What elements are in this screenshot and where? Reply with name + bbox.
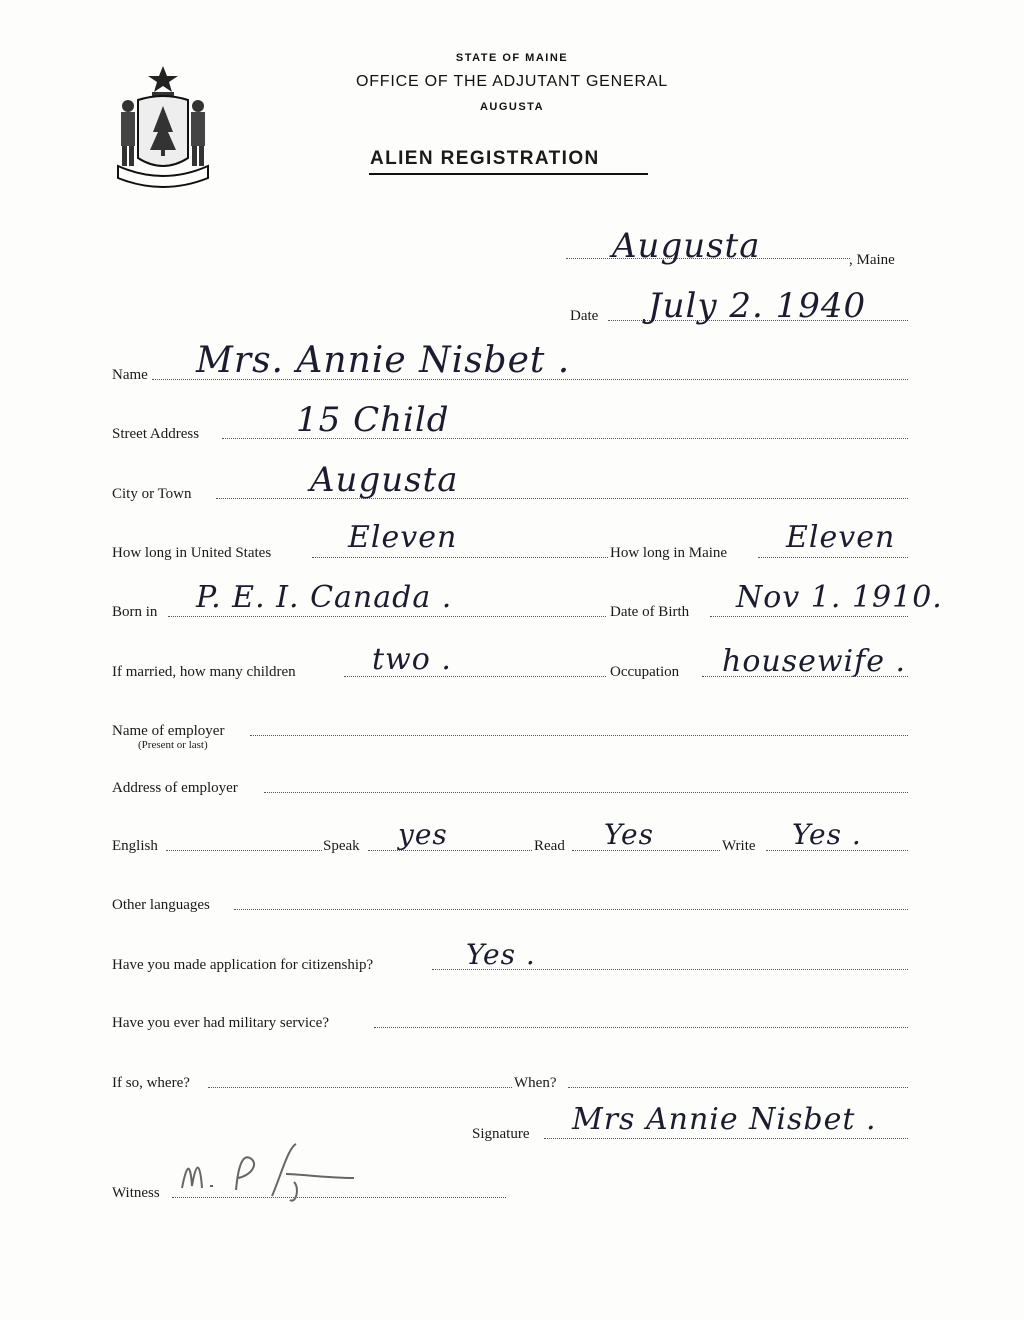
town-value: Augusta — [612, 226, 761, 266]
date-of-birth-label: Date of Birth — [610, 604, 690, 620]
witness-signature — [176, 1138, 366, 1208]
born-in-value: P. E. I. Canada . — [196, 580, 453, 615]
date-value: July 2. 1940 — [648, 286, 867, 326]
read-value: Yes — [604, 818, 654, 851]
how-long-maine-value: Eleven — [786, 520, 896, 555]
name-value: Mrs. Annie Nisbet . — [196, 340, 571, 381]
employer-name-note: (Present or last) — [138, 739, 208, 751]
occupation-value: housewife . — [722, 644, 907, 679]
write-label: Write — [722, 838, 756, 854]
other-languages-label: Other languages — [112, 897, 210, 913]
employer-address-line — [264, 792, 908, 793]
maine-label: , Maine — [849, 252, 895, 268]
occupation-label: Occupation — [610, 664, 680, 680]
citizenship-value: Yes . — [466, 938, 536, 971]
witness-label: Witness — [112, 1185, 160, 1201]
speak-label: Speak — [323, 838, 360, 854]
street-address-value: 15 Child — [296, 400, 450, 440]
english-line — [166, 850, 322, 851]
employer-address-label: Address of employer — [112, 780, 238, 796]
when-label: When? — [514, 1075, 557, 1091]
born-in-label: Born in — [112, 604, 158, 620]
how-long-us-label: How long in United States — [112, 545, 272, 561]
speak-line — [368, 850, 532, 851]
military-label: Have you ever had military service? — [112, 1015, 329, 1031]
header-state: STATE OF MAINE — [455, 52, 569, 64]
street-address-label: Street Address — [112, 426, 200, 442]
how-long-maine-label: How long in Maine — [610, 545, 728, 561]
how-long-maine-line — [758, 557, 908, 558]
name-label: Name — [112, 367, 148, 383]
speak-value: yes — [398, 818, 448, 851]
children-label: If married, how many children — [112, 664, 296, 680]
where-line — [208, 1087, 512, 1088]
english-label: English — [112, 838, 158, 854]
signature-line — [544, 1138, 908, 1139]
born-in-line — [168, 616, 606, 617]
where-label: If so, where? — [112, 1075, 190, 1091]
other-languages-line — [234, 909, 908, 910]
date-label: Date — [570, 308, 599, 324]
employer-name-line — [250, 735, 908, 736]
read-label: Read — [534, 838, 565, 854]
title-underline — [369, 173, 648, 175]
date-of-birth-line — [710, 616, 908, 617]
how-long-us-line — [312, 557, 608, 558]
date-of-birth-value: Nov 1. 1910. — [736, 580, 943, 615]
form-title: ALIEN REGISTRATION — [370, 148, 600, 169]
employer-name-label: Name of employer — [112, 723, 225, 739]
signature-label: Signature — [472, 1126, 530, 1142]
citizenship-label: Have you made application for citizenship? — [112, 957, 374, 973]
military-line — [374, 1027, 908, 1028]
header-office: OFFICE OF THE ADJUTANT GENERAL — [355, 73, 669, 90]
how-long-us-value: Eleven — [348, 520, 458, 555]
write-value: Yes . — [792, 818, 862, 851]
header-city: AUGUSTA — [479, 101, 545, 113]
children-value: two . — [372, 642, 452, 677]
when-line — [568, 1087, 908, 1088]
city-label: City or Town — [112, 486, 192, 502]
city-value: Augusta — [310, 460, 459, 500]
signature-value: Mrs Annie Nisbet . — [572, 1102, 877, 1137]
